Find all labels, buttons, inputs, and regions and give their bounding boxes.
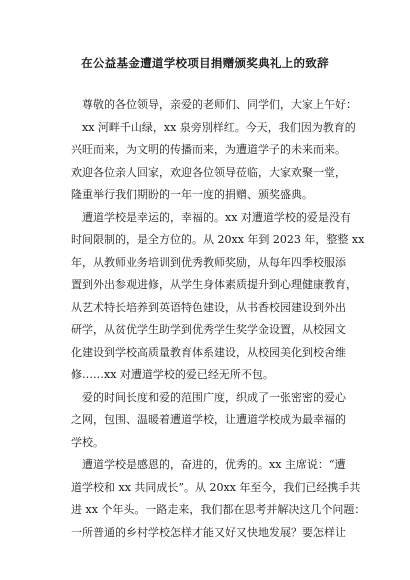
body-line: 一所普通的乡村学校怎样才能又好又快地发展？要怎样让 xyxy=(71,526,346,539)
body-line: xx 河畔千山绿，xx 泉旁別样红。今天，我们因为教育的 xyxy=(71,121,356,134)
page-title: 在公益基金遭道学校项目捐赠颁奖典礼上的致辞 xyxy=(81,56,329,70)
body-line: 化建设到学校高质量教育体系建设，从校园美化到校舍维 xyxy=(71,346,346,359)
body-line: 修……xx 对遭道学校的爱已经无所不包。 xyxy=(71,368,274,381)
body-line: 从艺术特长培养到英语特色建设，从书香校园建设到外出 xyxy=(71,301,346,314)
body-line: 时间限制的，是全方位的。从 20xx 年到 2023 年，整整 xx xyxy=(71,233,365,246)
body-line: 尊敬的各位领导，亲爱的老师们、同学们，大家上午好： xyxy=(71,98,357,111)
body-line: 欢迎各位亲人回家，欢迎各位领导莅临，大家欢聚一堂， xyxy=(71,166,346,179)
body-line: 兴旺而来，为文明的传播而来，为遭道学子的未来而来。 xyxy=(71,143,346,156)
body-line: 进 xx 个年头。一路走来，我们都在思考并解决这几个问题： xyxy=(71,503,366,516)
body-line: 道学校和 xx 共同成长”。从 20xx 年至今，我们已经携手共 xyxy=(71,481,361,494)
body-line: 研学，从贫优学生助学到优秀学生奖学金设置，从校园文 xyxy=(71,323,346,336)
body-line: 置到外出参观进修，从学生身体素质提升到心理健康教育， xyxy=(71,278,357,291)
body-line: 学校。 xyxy=(71,436,104,449)
body-line: 之网，包围、温暖着遭道学校，让遭道学校成为最幸福的 xyxy=(71,413,346,426)
body-line: 遭道学校是幸运的，幸福的。xx 对遭道学校的爱是没有 xyxy=(71,211,351,224)
body-line: 年，从教师业务培训到优秀教师奖励，从每年四季校服添 xyxy=(71,256,346,269)
body-line: 爱的时间长度和爱的范围广度，织成了一张密密的爱心 xyxy=(71,391,346,404)
body-line: 隆重举行我们期盼的一年一度的捐赠、颁奖盛典。 xyxy=(71,188,313,201)
body-line: 遭道学校是感恩的，奋进的，优秀的。xx 主席说：“遭 xyxy=(71,458,346,471)
